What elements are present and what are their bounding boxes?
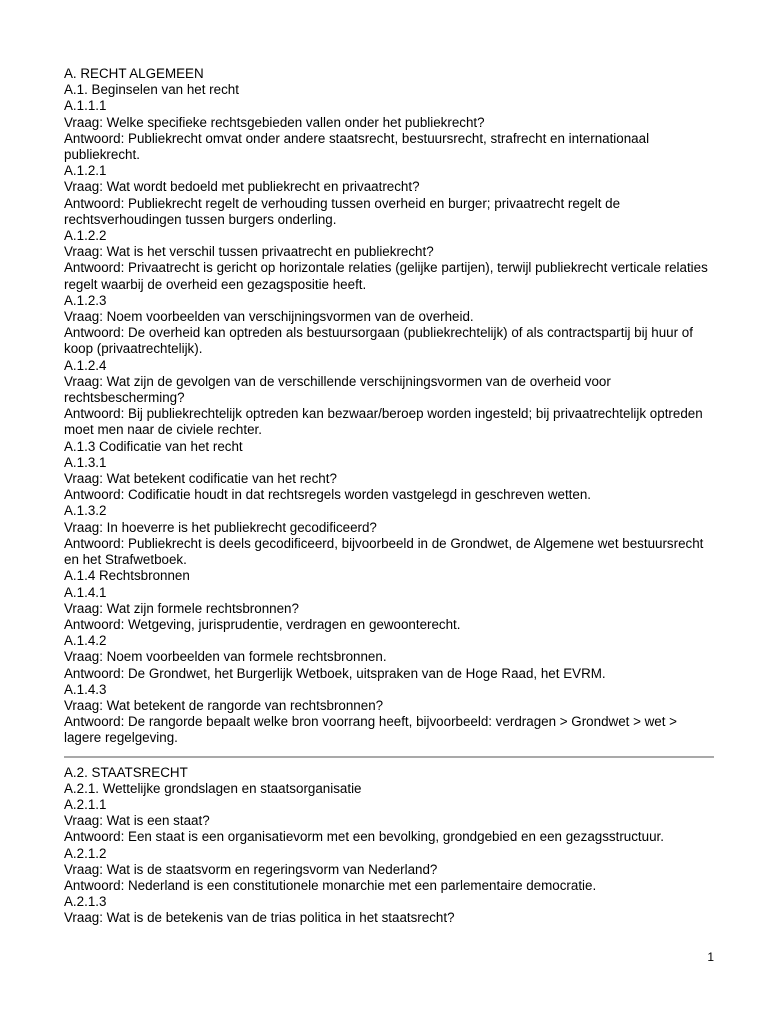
text-line: Vraag: Wat is de staatsvorm en regeringsvorm van Nederland? [64,861,438,877]
section-lines [64,98,716,746]
section-recht-algemeen [64,66,716,747]
text-line: A.1.3.2 [64,503,107,519]
text-line: A.1.2.3 [64,292,107,308]
text-line: A.1.2.2 [64,228,107,244]
text-line: A.1.3.1 [64,454,107,470]
text-line: A.1.3 Codificatie van het recht [64,438,243,454]
text-line: Antwoord: Een staat is een organisatievorm met een bevolking, grondgebied en een gezagsstructuur. [64,829,664,845]
text-line: Antwoord: Publiekrecht omvat onder andere staatsrecht, bestuursrecht, strafrecht en internationaal publiekrecht. [64,130,650,163]
text-line: Vraag: Noem voorbeelden van formele rechtsbronnen. [64,649,387,665]
section-staatsrecht [64,765,716,927]
text-line: Antwoord: De Grondwet, het Burgerlijk Wetboek, uitspraken van de Hoge Raad, het EVRM. [64,665,606,681]
section-title: A. RECHT ALGEMEEN [64,66,204,81]
document-content [64,66,716,927]
text-line: Antwoord: Privaatrecht is gericht op horizontale relaties (gelijke partijen), terwijl publiekrecht verticale relaties regelt waarbij de overheid een gezagspositie heeft. [64,260,708,292]
text-line: Vraag: Wat is een staat? [64,813,210,829]
text-line: Vraag: Wat is het verschil tussen privaatrecht en publiekrecht? [64,244,434,260]
text-line: Vraag: Wat wordt bedoeld met publiekrecht en privaatrecht? [64,179,420,195]
text-line: A.1.4.1 [64,584,107,600]
page-number: 1 [707,950,714,964]
text-line: Vraag: Wat betekent de rangorde van rechtsbronnen? [64,697,384,713]
text-line: A.1.4 Rechtsbronnen [64,568,190,584]
text-line: Vraag: Wat zijn formele rechtsbronnen? [64,600,299,616]
subsection-title: A.2.1. Wettelijke grondslagen en staatsorganisatie [64,780,362,796]
text-line: Antwoord: De rangorde bepaalt welke bron voorrang heeft, bijvoorbeeld: verdragen > Grondwet > wet > lagere regelgeving. [64,714,677,746]
text-line: A.2.1.3 [64,894,107,910]
text-line: Antwoord: Bij publiekrechtelijk optreden kan bezwaar/beroep worden ingesteld; bij privaatrechtelijk optreden moet men naar de civiele rechter. [64,406,703,438]
text-line: A.2.1.2 [64,845,107,861]
section-title: A.2. STAATSRECHT [64,764,188,780]
text-line: Antwoord: Codificatie houdt in dat rechtsregels worden vastgelegd in geschreven wetten. [64,487,592,503]
text-line: Vraag: Wat is de betekenis van de trias politica in het staatsrecht? [64,910,455,926]
subsection-title: A.1. Beginselen van het recht [64,82,239,98]
text-line: A.1.1.1 [64,98,107,114]
section-lines [64,797,716,927]
text-line: Vraag: Noem voorbeelden van verschijningsvormen van de overheid. [64,309,474,325]
text-line: Antwoord: Publiekrecht is deels gecodificeerd, bijvoorbeeld in de Grondwet, de Algemene wet bestuursrecht en het Strafwetboek. [64,535,704,568]
text-line: Antwoord: Nederland is een constitutionele monarchie met een parlementaire democratie. [64,877,597,893]
text-line: A.2.1.1 [64,796,107,812]
text-line: Antwoord: Publiekrecht regelt de verhouding tussen overheid en burger; privaatrecht regelt de rechtsverhoudingen tussen burgers onderling. [64,195,621,227]
text-line: Antwoord: De overheid kan optreden als bestuursorgaan (publiekrechtelijk) of als contractspartij bij huur of koop (privaatrechtelijk). [64,325,693,357]
text-line: Vraag: Welke specifieke rechtsgebieden vallen onder het publiekrecht? [64,114,485,130]
section-divider [64,756,714,758]
text-line: Vraag: Wat zijn de gevolgen van de verschillende verschijningsvormen van de overheid voor rechtsbescherming? [64,373,611,406]
text-line: A.1.4.3 [64,681,107,697]
text-line: A.1.4.2 [64,633,107,649]
text-line: Antwoord: Wetgeving, jurisprudentie, verdragen en gewoonterecht. [64,616,461,632]
text-line: A.1.2.4 [64,357,107,373]
text-line: Vraag: In hoeverre is het publiekrecht gecodificeerd? [64,519,377,535]
text-line: Vraag: Wat betekent codificatie van het recht? [64,471,337,487]
text-line: A.1.2.1 [64,163,107,179]
